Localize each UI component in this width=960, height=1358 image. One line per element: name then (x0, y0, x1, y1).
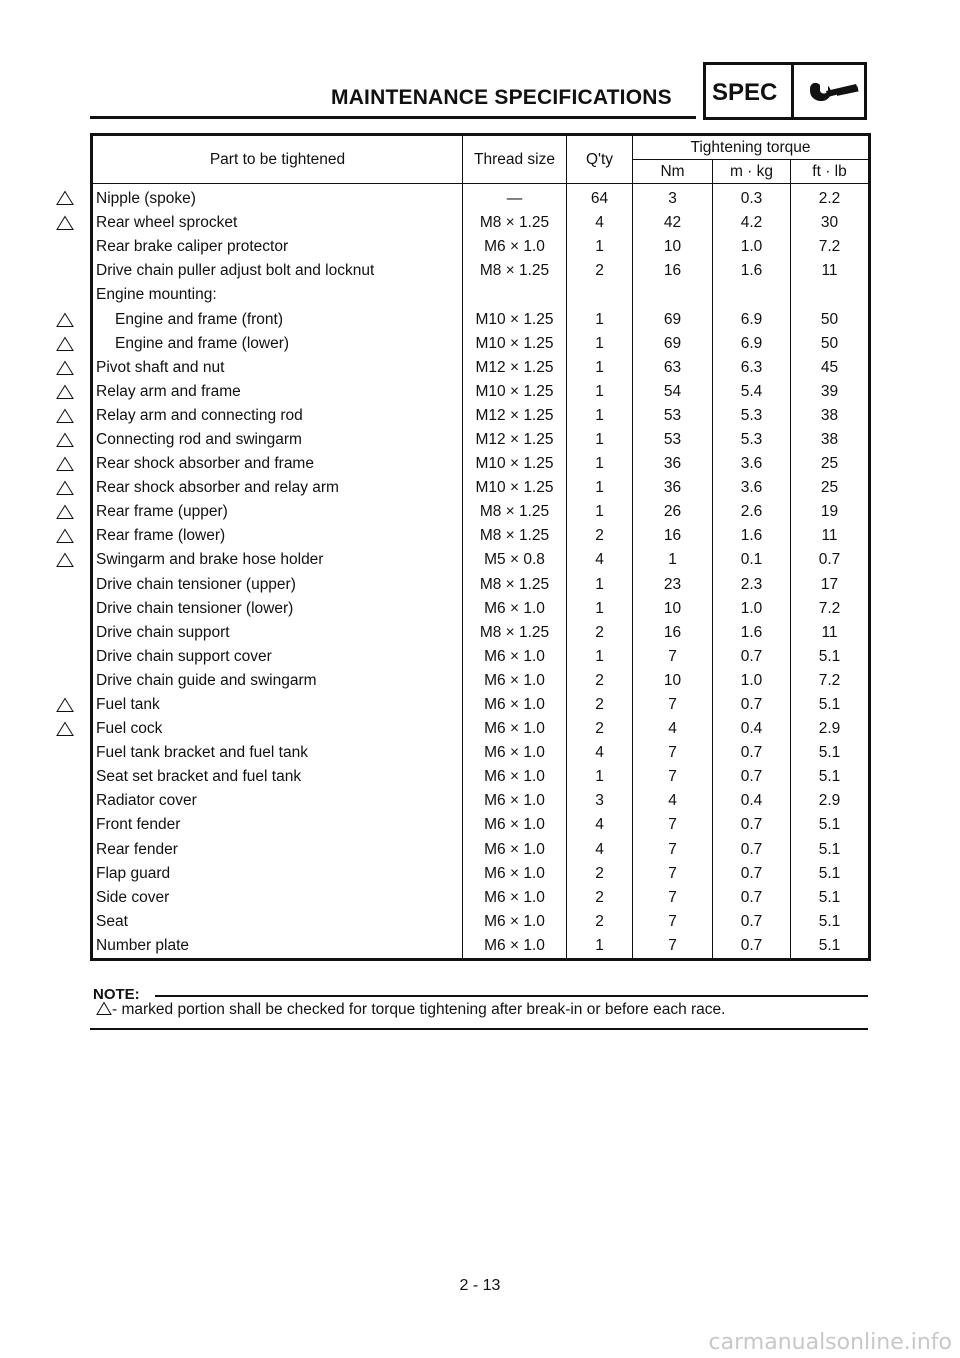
cell-part: Drive chain support cover (92, 645, 463, 669)
triangle-icon (56, 528, 74, 544)
cell-nm: 7 (633, 813, 713, 837)
cell-qty: 2 (567, 621, 633, 645)
cell-mkg: 1.0 (713, 597, 791, 621)
note (96, 1001, 725, 1019)
table-row (92, 789, 870, 813)
cell-qty: 1 (567, 452, 633, 476)
cell-qty (567, 283, 633, 307)
cell-mkg: 2.3 (713, 573, 791, 597)
table-row (92, 621, 870, 645)
triangle-icon (56, 721, 74, 737)
watermark: carmanualsonline.info (708, 1330, 952, 1355)
cell-nm (633, 283, 713, 307)
cell-qty: 2 (567, 259, 633, 283)
cell-mkg: 1.6 (713, 259, 791, 283)
cell-qty: 1 (567, 597, 633, 621)
cell-ftlb: 17 (791, 573, 870, 597)
cell-ftlb: 50 (791, 307, 870, 331)
cell-ftlb: 30 (791, 211, 870, 235)
cell-ftlb: 0.7 (791, 548, 870, 572)
cell-qty: 2 (567, 886, 633, 910)
cell-nm: 69 (633, 332, 713, 356)
cell-thread: M6 × 1.0 (463, 765, 567, 789)
cell-ftlb: 19 (791, 500, 870, 524)
cell-mkg: 0.7 (713, 645, 791, 669)
cell-part: Fuel tank (92, 693, 463, 717)
note-text: - marked portion shall be checked for torque tightening after break-in or before each race. (112, 1001, 726, 1018)
cell-thread: M12 × 1.25 (463, 356, 567, 380)
cell-nm: 7 (633, 645, 713, 669)
page-title: MAINTENANCE SPECIFICATIONS (331, 86, 672, 109)
triangle-icon (56, 384, 74, 400)
cell-ftlb: 5.1 (791, 765, 870, 789)
cell-thread: M6 × 1.0 (463, 597, 567, 621)
cell-thread: M6 × 1.0 (463, 886, 567, 910)
table-row (92, 307, 870, 331)
cell-mkg: 0.4 (713, 789, 791, 813)
cell-ftlb: 5.1 (791, 813, 870, 837)
cell-qty: 4 (567, 741, 633, 765)
cell-mkg: 0.7 (713, 765, 791, 789)
table-row (92, 669, 870, 693)
cell-part: Flap guard (92, 862, 463, 886)
cell-ftlb: 5.1 (791, 645, 870, 669)
cell-mkg: 1.6 (713, 524, 791, 548)
triangle-icon (56, 215, 74, 231)
cell-qty: 1 (567, 573, 633, 597)
cell-ftlb: 5.1 (791, 838, 870, 862)
cell-thread: M5 × 0.8 (463, 548, 567, 572)
cell-ftlb: 11 (791, 524, 870, 548)
cell-mkg: 2.6 (713, 500, 791, 524)
triangle-icon (56, 336, 74, 352)
cell-mkg: 0.7 (713, 910, 791, 934)
cell-part: Front fender (92, 813, 463, 837)
cell-qty: 1 (567, 380, 633, 404)
cell-nm: 69 (633, 307, 713, 331)
cell-nm: 1 (633, 548, 713, 572)
cell-nm: 53 (633, 428, 713, 452)
col-header-qty: Q'ty (567, 135, 633, 184)
cell-thread: M6 × 1.0 (463, 741, 567, 765)
cell-mkg: 0.7 (713, 862, 791, 886)
cell-part: Rear shock absorber and relay arm (92, 476, 463, 500)
cell-nm: 7 (633, 886, 713, 910)
cell-nm: 54 (633, 380, 713, 404)
cell-qty: 2 (567, 669, 633, 693)
cell-nm: 7 (633, 693, 713, 717)
cell-nm: 36 (633, 452, 713, 476)
cell-qty: 1 (567, 645, 633, 669)
cell-part: Number plate (92, 934, 463, 960)
title-underline (90, 116, 696, 119)
cell-ftlb: 38 (791, 404, 870, 428)
table-row (92, 380, 870, 404)
triangle-icon (56, 456, 74, 472)
cell-thread: M6 × 1.0 (463, 669, 567, 693)
cell-nm: 7 (633, 862, 713, 886)
cell-qty: 2 (567, 910, 633, 934)
triangle-icon (56, 432, 74, 448)
unit-ftlb: ft · lb (791, 160, 870, 184)
cell-thread: M6 × 1.0 (463, 645, 567, 669)
cell-nm: 53 (633, 404, 713, 428)
cell-ftlb: 38 (791, 428, 870, 452)
cell-nm: 16 (633, 524, 713, 548)
cell-part: Seat (92, 910, 463, 934)
spec-label: SPEC (712, 79, 778, 106)
cell-ftlb: 25 (791, 452, 870, 476)
triangle-icon (56, 190, 74, 206)
cell-mkg: 3.6 (713, 452, 791, 476)
table-row (92, 476, 870, 500)
cell-part: Rear fender (92, 838, 463, 862)
cell-nm: 4 (633, 789, 713, 813)
cell-thread: M10 × 1.25 (463, 307, 567, 331)
cell-nm: 42 (633, 211, 713, 235)
cell-nm: 4 (633, 717, 713, 741)
cell-thread: M10 × 1.25 (463, 452, 567, 476)
cell-thread: M6 × 1.0 (463, 910, 567, 934)
cell-mkg: 1.0 (713, 669, 791, 693)
torque-table (90, 133, 871, 961)
cell-thread: M8 × 1.25 (463, 259, 567, 283)
cell-mkg: 1.6 (713, 621, 791, 645)
spec-badge (703, 62, 867, 120)
cell-part: Side cover (92, 886, 463, 910)
cell-part: Nipple (spoke) (92, 184, 463, 212)
wrench-icon (806, 79, 860, 109)
table-row (92, 645, 870, 669)
note-rule-top (155, 995, 868, 997)
cell-thread: M10 × 1.25 (463, 332, 567, 356)
cell-mkg: 6.3 (713, 356, 791, 380)
cell-nm: 23 (633, 573, 713, 597)
cell-nm: 26 (633, 500, 713, 524)
table-row (92, 259, 870, 283)
cell-nm: 16 (633, 621, 713, 645)
cell-qty: 1 (567, 500, 633, 524)
cell-nm: 10 (633, 669, 713, 693)
table-row (92, 717, 870, 741)
cell-thread: M6 × 1.0 (463, 789, 567, 813)
cell-ftlb: 5.1 (791, 862, 870, 886)
cell-mkg (713, 283, 791, 307)
cell-mkg: 0.7 (713, 934, 791, 960)
cell-thread: — (463, 184, 567, 212)
table-row (92, 283, 870, 307)
cell-ftlb: 2.9 (791, 789, 870, 813)
cell-qty: 1 (567, 428, 633, 452)
cell-mkg: 6.9 (713, 332, 791, 356)
cell-ftlb: 45 (791, 356, 870, 380)
cell-thread: M8 × 1.25 (463, 573, 567, 597)
cell-thread: M10 × 1.25 (463, 476, 567, 500)
cell-thread: M8 × 1.25 (463, 211, 567, 235)
cell-ftlb: 11 (791, 259, 870, 283)
cell-thread: M6 × 1.0 (463, 934, 567, 960)
cell-nm: 36 (633, 476, 713, 500)
cell-ftlb: 5.1 (791, 886, 870, 910)
cell-nm: 10 (633, 597, 713, 621)
cell-qty: 1 (567, 765, 633, 789)
cell-thread: M10 × 1.25 (463, 380, 567, 404)
cell-mkg: 3.6 (713, 476, 791, 500)
table-row (92, 597, 870, 621)
triangle-icon (56, 480, 74, 496)
table-row (92, 235, 870, 259)
triangle-icon (56, 697, 74, 713)
cell-thread: M6 × 1.0 (463, 717, 567, 741)
cell-thread: M8 × 1.25 (463, 524, 567, 548)
table-row (92, 500, 870, 524)
cell-ftlb: 5.1 (791, 741, 870, 765)
cell-mkg: 5.3 (713, 404, 791, 428)
cell-nm: 63 (633, 356, 713, 380)
note-label: NOTE: (93, 986, 140, 1003)
table-row (92, 838, 870, 862)
table-row (92, 693, 870, 717)
cell-qty: 1 (567, 356, 633, 380)
cell-part: Relay arm and connecting rod (92, 404, 463, 428)
note-rule-bottom (90, 1028, 868, 1030)
table-row (92, 428, 870, 452)
cell-thread: M6 × 1.0 (463, 813, 567, 837)
cell-mkg: 4.2 (713, 211, 791, 235)
triangle-icon (56, 552, 74, 568)
cell-thread: M6 × 1.0 (463, 693, 567, 717)
cell-mkg: 0.7 (713, 693, 791, 717)
cell-part: Engine and frame (front) (92, 307, 463, 331)
cell-mkg: 0.4 (713, 717, 791, 741)
cell-part: Radiator cover (92, 789, 463, 813)
cell-part: Seat set bracket and fuel tank (92, 765, 463, 789)
col-header-torque: Tightening torque (633, 135, 870, 160)
cell-part: Drive chain tensioner (upper) (92, 573, 463, 597)
cell-qty: 2 (567, 717, 633, 741)
cell-qty: 4 (567, 211, 633, 235)
cell-nm: 10 (633, 235, 713, 259)
triangle-icon (56, 312, 74, 328)
cell-part: Engine and frame (lower) (92, 332, 463, 356)
table-row (92, 452, 870, 476)
cell-qty: 4 (567, 548, 633, 572)
cell-nm: 7 (633, 838, 713, 862)
table-row (92, 910, 870, 934)
cell-part: Drive chain guide and swingarm (92, 669, 463, 693)
cell-ftlb: 5.1 (791, 693, 870, 717)
unit-mkg: m · kg (713, 160, 791, 184)
cell-qty: 2 (567, 693, 633, 717)
table-row (92, 332, 870, 356)
col-header-thread: Thread size (463, 135, 567, 184)
cell-ftlb: 7.2 (791, 669, 870, 693)
triangle-icon (56, 504, 74, 520)
cell-mkg: 0.1 (713, 548, 791, 572)
table-row (92, 548, 870, 572)
cell-part: Relay arm and frame (92, 380, 463, 404)
cell-thread: M8 × 1.25 (463, 500, 567, 524)
cell-thread: M6 × 1.0 (463, 862, 567, 886)
cell-part: Engine mounting: (92, 283, 463, 307)
spec-badge-divider (791, 65, 794, 117)
cell-part: Rear wheel sprocket (92, 211, 463, 235)
cell-part: Rear frame (lower) (92, 524, 463, 548)
table-row (92, 765, 870, 789)
cell-thread (463, 283, 567, 307)
cell-qty: 2 (567, 862, 633, 886)
cell-thread: M6 × 1.0 (463, 838, 567, 862)
cell-mkg: 0.7 (713, 741, 791, 765)
cell-qty: 3 (567, 789, 633, 813)
table-row (92, 524, 870, 548)
table-row (92, 862, 870, 886)
cell-qty: 64 (567, 184, 633, 212)
page-number: 2 - 13 (459, 1277, 501, 1294)
cell-qty: 4 (567, 838, 633, 862)
cell-mkg: 0.7 (713, 886, 791, 910)
table-row (92, 184, 870, 212)
cell-qty: 2 (567, 524, 633, 548)
cell-qty: 1 (567, 934, 633, 960)
cell-ftlb: 39 (791, 380, 870, 404)
cell-ftlb: 2.9 (791, 717, 870, 741)
cell-nm: 7 (633, 741, 713, 765)
cell-mkg: 5.3 (713, 428, 791, 452)
table-row (92, 813, 870, 837)
cell-part: Swingarm and brake hose holder (92, 548, 463, 572)
col-header-part: Part to be tightened (92, 135, 463, 184)
cell-part: Drive chain puller adjust bolt and locknut (92, 259, 463, 283)
cell-ftlb: 7.2 (791, 597, 870, 621)
cell-thread: M8 × 1.25 (463, 621, 567, 645)
triangle-icon (56, 360, 74, 376)
cell-part: Rear brake caliper protector (92, 235, 463, 259)
cell-ftlb: 50 (791, 332, 870, 356)
cell-part: Drive chain tensioner (lower) (92, 597, 463, 621)
cell-thread: M12 × 1.25 (463, 428, 567, 452)
cell-qty: 1 (567, 235, 633, 259)
cell-mkg: 1.0 (713, 235, 791, 259)
unit-nm: Nm (633, 160, 713, 184)
cell-ftlb: 25 (791, 476, 870, 500)
triangle-icon (56, 408, 74, 424)
cell-ftlb: 11 (791, 621, 870, 645)
cell-ftlb (791, 283, 870, 307)
cell-ftlb: 5.1 (791, 934, 870, 960)
cell-qty: 1 (567, 404, 633, 428)
cell-thread: M12 × 1.25 (463, 404, 567, 428)
cell-qty: 1 (567, 476, 633, 500)
cell-part: Drive chain support (92, 621, 463, 645)
table-row (92, 573, 870, 597)
cell-qty: 4 (567, 813, 633, 837)
cell-mkg: 0.3 (713, 184, 791, 212)
cell-mkg: 6.9 (713, 307, 791, 331)
cell-part: Pivot shaft and nut (92, 356, 463, 380)
cell-qty: 1 (567, 332, 633, 356)
table-row (92, 211, 870, 235)
cell-ftlb: 5.1 (791, 910, 870, 934)
table-row (92, 934, 870, 960)
cell-thread: M6 × 1.0 (463, 235, 567, 259)
cell-nm: 16 (633, 259, 713, 283)
cell-mkg: 0.7 (713, 813, 791, 837)
cell-part: Fuel cock (92, 717, 463, 741)
table-row (92, 404, 870, 428)
cell-mkg: 0.7 (713, 838, 791, 862)
cell-part: Connecting rod and swingarm (92, 428, 463, 452)
cell-part: Fuel tank bracket and fuel tank (92, 741, 463, 765)
cell-mkg: 5.4 (713, 380, 791, 404)
cell-part: Rear frame (upper) (92, 500, 463, 524)
cell-nm: 7 (633, 934, 713, 960)
table-row (92, 356, 870, 380)
cell-part: Rear shock absorber and frame (92, 452, 463, 476)
cell-nm: 3 (633, 184, 713, 212)
table-row (92, 886, 870, 910)
cell-ftlb: 7.2 (791, 235, 870, 259)
cell-ftlb: 2.2 (791, 184, 870, 212)
cell-nm: 7 (633, 910, 713, 934)
cell-nm: 7 (633, 765, 713, 789)
triangle-icon (96, 1001, 112, 1016)
cell-qty: 1 (567, 307, 633, 331)
table-row (92, 741, 870, 765)
